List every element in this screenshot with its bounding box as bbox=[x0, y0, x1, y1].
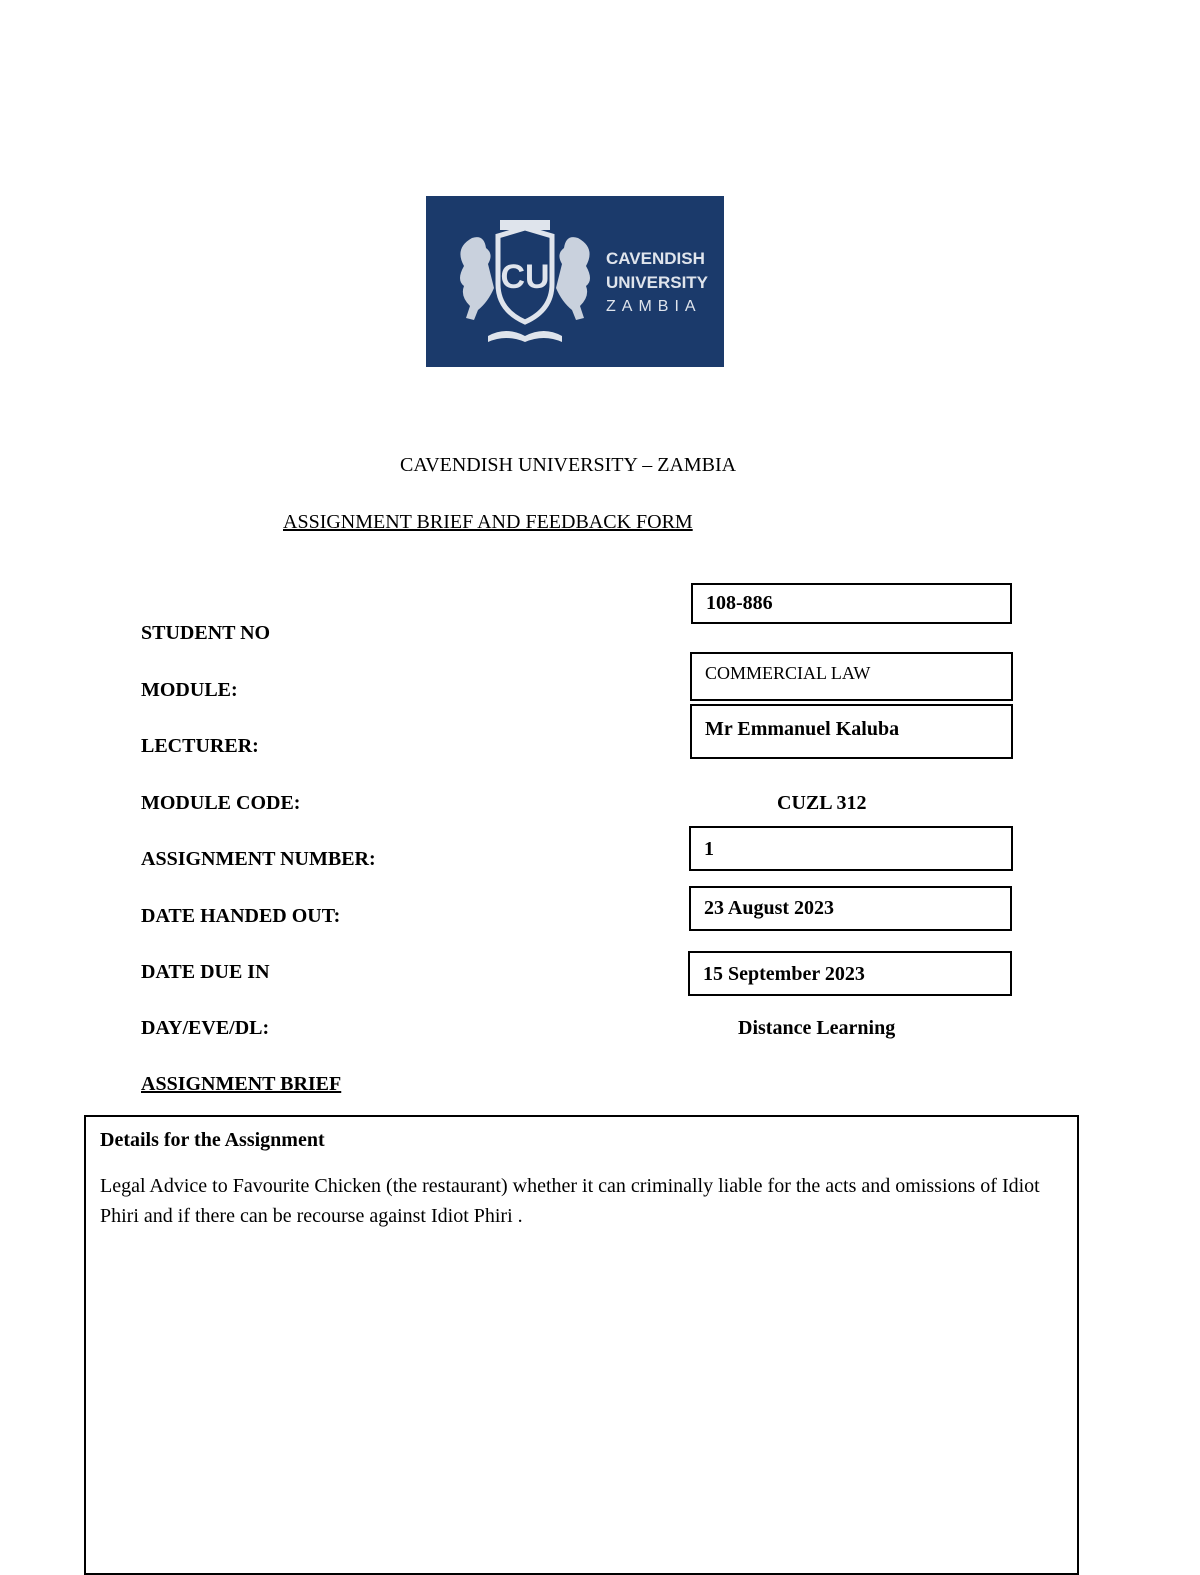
module-field[interactable]: COMMERCIAL LAW bbox=[690, 652, 1013, 701]
form-title: ASSIGNMENT BRIEF AND FEEDBACK FORM bbox=[283, 511, 693, 533]
details-text: Legal Advice to Favourite Chicken (the restaurant) whether it can criminally liable for the acts and omissions of Idiot Phiri and if there can be recourse against Idiot Phiri . bbox=[100, 1175, 1040, 1227]
assignment-brief-label: ASSIGNMENT BRIEF bbox=[141, 1073, 342, 1095]
day-eve-dl-value: Distance Learning bbox=[738, 1017, 896, 1039]
details-heading: Details for the Assignment bbox=[100, 1129, 325, 1151]
date-due-in-field[interactable]: 15 September 2023 bbox=[688, 951, 1012, 996]
svg-text:CU: CU bbox=[500, 258, 550, 296]
lecturer-field[interactable]: Mr Emmanuel Kaluba bbox=[690, 704, 1013, 759]
logo-line-1: CAVENDISH bbox=[606, 249, 705, 268]
module-code-value: CUZL 312 bbox=[777, 792, 867, 814]
university-name: CAVENDISH UNIVERSITY – ZAMBIA bbox=[400, 454, 737, 476]
assignment-number-label: ASSIGNMENT NUMBER: bbox=[141, 848, 376, 870]
lecturer-label: LECTURER: bbox=[141, 735, 259, 757]
logo-line-2: UNIVERSITY bbox=[606, 273, 709, 292]
assignment-number-field[interactable]: 1 bbox=[689, 826, 1013, 871]
logo-line-3: ZAMBIA bbox=[606, 298, 702, 315]
module-code-label: MODULE CODE: bbox=[141, 792, 301, 814]
university-logo bbox=[426, 196, 724, 367]
day-eve-dl-label: DAY/EVE/DL: bbox=[141, 1017, 270, 1039]
module-label: MODULE: bbox=[141, 679, 238, 701]
date-handed-out-field[interactable]: 23 August 2023 bbox=[689, 886, 1012, 931]
student-no-label: STUDENT NO bbox=[141, 622, 271, 644]
assignment-details-box bbox=[84, 1115, 1079, 1575]
student-no-field[interactable]: 108-886 bbox=[691, 583, 1012, 624]
date-due-in-label: DATE DUE IN bbox=[141, 961, 270, 983]
date-handed-out-label: DATE HANDED OUT: bbox=[141, 905, 341, 927]
